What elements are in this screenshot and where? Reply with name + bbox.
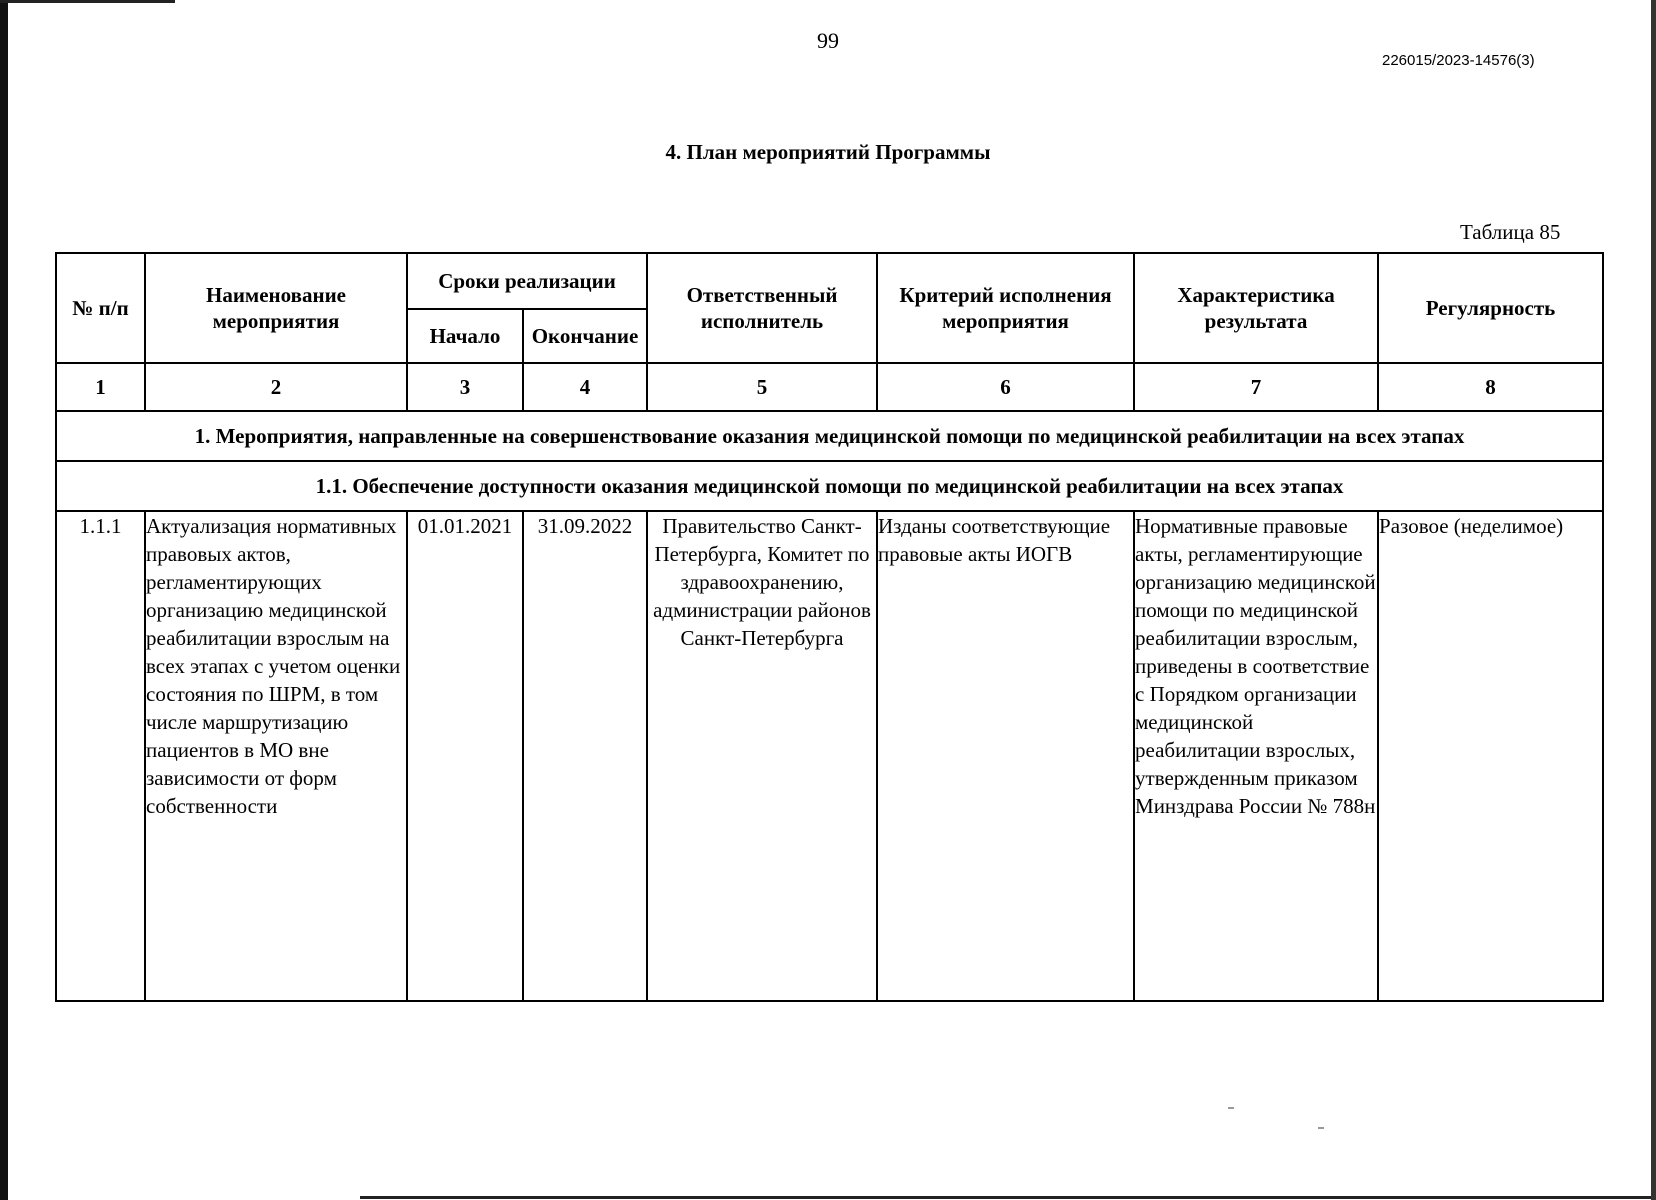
- scan-edge-right: [1651, 0, 1656, 1200]
- column-number: 5: [647, 363, 877, 411]
- header-regularity: Регулярность: [1378, 253, 1603, 363]
- column-number: 1: [56, 363, 145, 411]
- header-start: Начало: [407, 309, 523, 363]
- page-number: 99: [817, 28, 839, 53]
- header-timing: Сроки реализации: [407, 253, 647, 309]
- column-number: 8: [1378, 363, 1603, 411]
- row-end: 31.09.2022: [523, 511, 647, 1001]
- document-id: 226015/2023-14576(3): [1382, 52, 1535, 69]
- section-title: 4. План мероприятий Программы: [665, 140, 991, 164]
- column-number: 7: [1134, 363, 1378, 411]
- header-executor: Ответственный исполнитель: [647, 253, 877, 363]
- column-number: 2: [145, 363, 407, 411]
- scan-edge-left: [0, 0, 8, 1200]
- table-row: [56, 511, 1603, 1001]
- header-end: Окончание: [523, 309, 647, 363]
- row-executor: Правительство Санкт-Петербурга, Комитет по здравоохранению, администрации районов Санкт-Петербурга: [647, 511, 877, 1001]
- section-heading: 1. Мероприятия, направленные на совершенствование оказания медицинской помощи по медицинской реабилитации на всех этапах: [56, 411, 1603, 461]
- subsection-row: [56, 461, 1603, 511]
- row-result: Нормативные правовые акты, регламентирующие организацию медицинской помощи по медицинской реабилитации взрослым, приведены в соответствие с Порядком организации медицинской реабилитации взрослых, утвержденным приказом Минздрава России № 788н: [1134, 511, 1378, 1001]
- row-name: Актуализация нормативных правовых актов, регламентирующих организацию медицинской реабилитации взрослым на всех этапах с учетом оценки состояния по ШРМ, в том числе маршрутизацию пациентов в МО вне зависимости от форм собственности: [145, 511, 407, 1001]
- row-start: 01.01.2021: [407, 511, 523, 1001]
- row-number: 1.1.1: [56, 511, 145, 1001]
- column-number: 4: [523, 363, 647, 411]
- scan-edge-bottom: [360, 1196, 1656, 1199]
- plan-table: [55, 252, 1604, 1002]
- scan-speck: [1318, 1127, 1324, 1129]
- header-row: [56, 253, 1603, 309]
- header-criterion: Критерий исполнения мероприятия: [877, 253, 1134, 363]
- header-num: № п/п: [56, 253, 145, 363]
- scan-speck: [1228, 1107, 1234, 1109]
- row-criterion: Изданы соответствующие правовые акты ИОГВ: [877, 511, 1134, 1001]
- header-name: Наименование мероприятия: [145, 253, 407, 363]
- header-result: Характеристика результата: [1134, 253, 1378, 363]
- column-number-row: [56, 363, 1603, 411]
- column-number: 3: [407, 363, 523, 411]
- subsection-heading: 1.1. Обеспечение доступности оказания медицинской помощи по медицинской реабилитации на всех этапах: [56, 461, 1603, 511]
- column-number: 6: [877, 363, 1134, 411]
- scan-edge-top: [0, 0, 175, 3]
- section-row: [56, 411, 1603, 461]
- table-label: Таблица 85: [1460, 220, 1561, 244]
- row-regularity: Разовое (неделимое): [1378, 511, 1603, 1001]
